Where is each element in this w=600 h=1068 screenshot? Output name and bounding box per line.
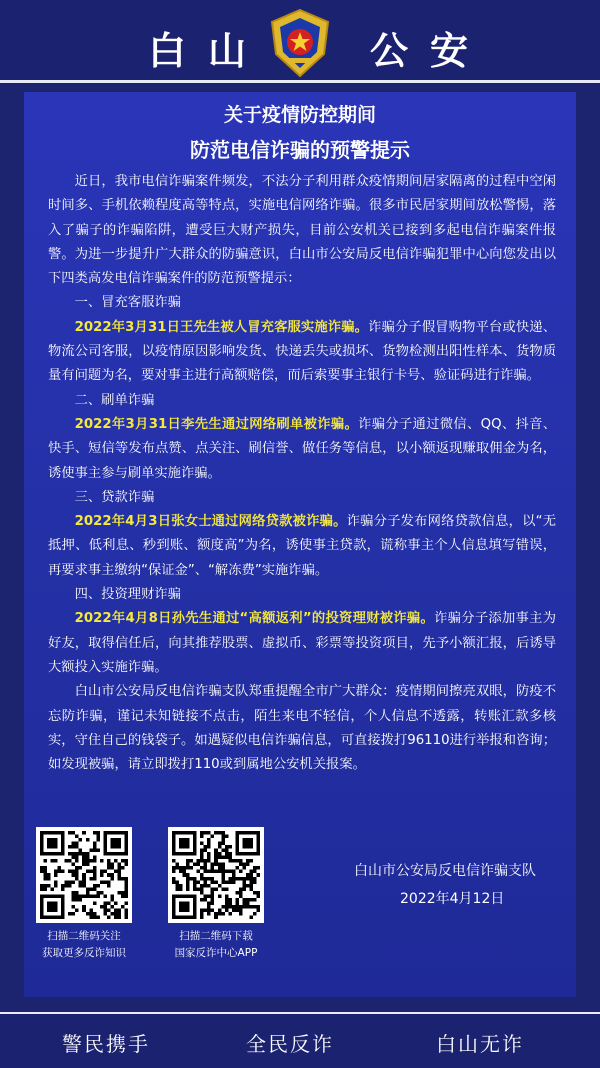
section-text-2: 诈骗分子通过微信、QQ、抖音、快手、短信等发布点赞、点关注、刷信誉、做任务等信息，以小额返现赚取佣金为名，诱使事主参与刷单实施诈骗。	[48, 416, 557, 481]
section-paragraph-4	[48, 607, 556, 680]
header-title-left: 白山	[148, 29, 269, 73]
section-highlight-1: 2022年3月31日王先生被人冒充客服实施诈骗。	[74, 319, 369, 335]
header-divider	[0, 80, 600, 83]
footer-slogan-1: 警民携手	[62, 1032, 150, 1056]
section-heading-1: 一、冒充客服诈骗	[74, 295, 181, 311]
qr-caption-download-line1: 扫描二维码下载	[179, 930, 253, 942]
notice-body	[48, 170, 556, 777]
section-highlight-3: 2022年4月3日张女士通过网络贷款被诈骗。	[74, 514, 347, 530]
qr-caption-follow-line2: 获取更多反诈知识	[42, 947, 126, 959]
section-highlight-4: 2022年4月8日孙先生通过“高额返利”的投资理财被诈骗。	[74, 611, 435, 627]
qr-code-follow	[36, 827, 132, 923]
footer-bar	[0, 1012, 600, 1068]
section-text-3: 诈骗分子发布网络贷款信息，以“无抵押、低利息、秒到账、额度高”为名，诱使事主贷款，谎称事主个人信息填写错误，再要求事主缴纳“保证金”、“解冻费”实施诈骗。	[48, 514, 556, 578]
section-paragraph-3	[48, 510, 556, 583]
qr-caption-download	[160, 928, 272, 962]
intro-paragraph: 近日，我市电信诈骗案件频发，不法分子利用群众疫情期间居家隔离的过程中空闲时间多、手机依赖程度高等特点，实施电信网络诈骗。很多市民居家期间放松警惕，落入了骗子的诈骗陷阱，遭受巨大财产损失，目前公安机关已接到多起电信诈骗案件报警。为进一步提升广大群众的防骗意识，白山市公安局反电信诈骗犯罪中心向您发出以下四类高发电信诈骗案件的防范预警提示：	[48, 174, 556, 287]
section-text-1: 诈骗分子假冒购物平台或快递、物流公司客服，以疫情原因影响发货、快递丢失或损坏、货物检测出阳性样本、货物质量有问题为名，要对事主进行高额赔偿，而后索要事主银行卡号、验证码进行诈骗。	[48, 319, 556, 384]
police-emblem-icon	[268, 8, 332, 78]
notice-panel	[24, 92, 576, 997]
qr-code-download	[168, 827, 264, 923]
footer-slogan-3: 白山无诈	[436, 1032, 524, 1056]
header-bar	[0, 0, 600, 86]
issue-date: 2022年4月12日	[400, 891, 505, 907]
section-heading-4: 四、投资理财诈骗	[74, 587, 181, 603]
qr-caption-follow-line1: 扫描二维码关注	[47, 930, 121, 942]
section-text-4: 诈骗分子添加事主为好友，取得信任后，向其推荐股票、虚拟币、彩票等投资项目，先予小额汇报，后诱导大额投入实施诈骗。	[48, 611, 557, 675]
signature: 白山市公安局反电信诈骗支队	[354, 863, 536, 879]
footer-slogan-2: 全民反诈	[246, 1032, 334, 1056]
section-highlight-2: 2022年3月31日李先生通过网络刷单被诈骗。	[74, 416, 359, 432]
section-paragraph-2	[48, 413, 556, 486]
notice-title-line1: 关于疫情防控期间	[223, 104, 376, 126]
section-paragraph-1	[48, 316, 556, 389]
closing-paragraph: 白山市公安局反电信诈骗支队郑重提醒全市广大群众：疫情期间擦亮双眼，防疫不忘防诈骗，谨记未知链接不点击，陌生来电不轻信，个人信息不透露，转账汇款多核实，守住自己的钱袋子。如遇疑似电信诈骗信息，可直接拨打96110进行举报和咨询；如发现被骗，请立即拨打110或到属地公安机关报案。	[48, 684, 556, 773]
notice-title-line2: 防范电信诈骗的预警提示	[190, 138, 410, 162]
section-heading-2: 二、刷单诈骗	[74, 392, 155, 408]
section-heading-3: 三、贷款诈骗	[74, 489, 155, 505]
qr-caption-download-line2: 国家反诈中心APP	[174, 947, 258, 959]
header-title-right: 公安	[370, 29, 491, 73]
qr-caption-follow	[28, 928, 140, 962]
